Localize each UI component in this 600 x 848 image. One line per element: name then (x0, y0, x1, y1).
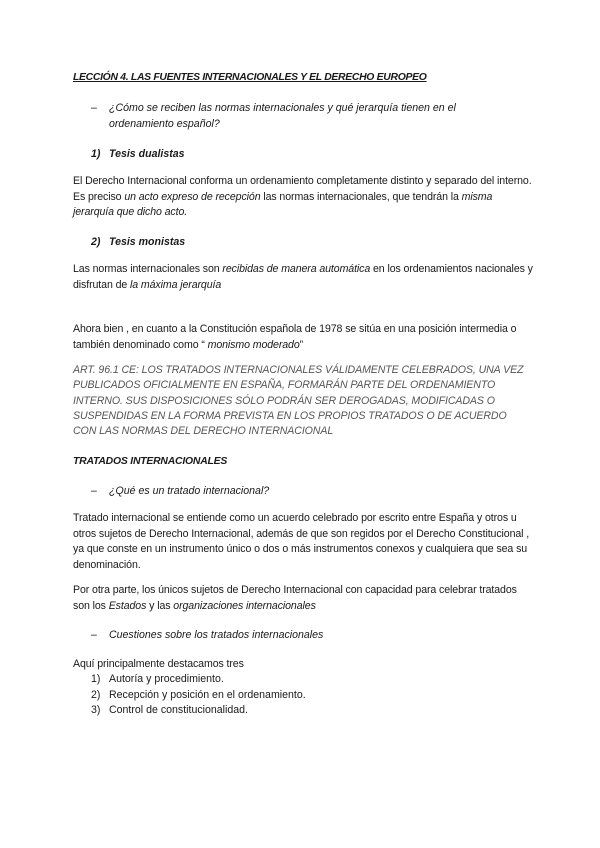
italic-run: la máxima jerarquía (130, 278, 222, 291)
cuestiones-item (91, 628, 521, 644)
italic-run: recibidas de manera automática (222, 263, 371, 275)
text-run: en los ordenamientos nacionales y disfrutan de (73, 263, 533, 291)
list-item (91, 672, 306, 688)
paragraph-sujetos (73, 583, 533, 614)
paragraph-constitucion (73, 322, 533, 353)
list-number: 1) (91, 673, 101, 685)
heading-dualistas (91, 147, 185, 163)
list-item-text: Recepción y posición en el ordenamiento. (109, 688, 306, 701)
italic-run: misma jerarquía que dicho acto. (73, 190, 493, 218)
heading-tratados: TRATADOS INTERNACIONALES (73, 456, 228, 467)
italic-run: organizaciones internacionales (173, 599, 316, 612)
question-tratado-text: ¿Qué es un tratado internacional? (109, 485, 270, 497)
heading-number: 1) (91, 148, 101, 160)
list-item-text: Autoría y procedimiento. (109, 673, 224, 685)
heading-monistas-text: Tesis monistas (109, 236, 186, 248)
text-run: y las (146, 599, 174, 612)
text-run: Por otra parte, los únicos sujetos de Derecho Internacional con capacidad para celebrar tratados son los (73, 584, 517, 612)
question-reception-text: ¿Cómo se reciben las normas internacionales y qué jerarquía tienen en el ordenamiento español? (109, 102, 456, 130)
paragraph-destacamos: Aquí principalmente destacamos tres (73, 658, 244, 670)
paragraph-dualistas (73, 174, 533, 221)
list-number: 2) (91, 688, 101, 701)
text-run: Ahora bien , en cuanto a la Constitución española de 1978 se sitúa en una posición intermedia o también denominado como “ (73, 323, 517, 351)
heading-dualistas-text: Tesis dualistas (109, 148, 185, 160)
numbered-list (91, 672, 306, 719)
article-96-quote: ART. 96.1 CE: LOS TRATADOS INTERNACIONALES VÁLIDAMENTE CELEBRADOS, UNA VEZ PUBLICADOS OFICIALMENTE EN ESPAÑA, FORMARÁN PARTE DEL ORDENAMIENTO INTERNO. SUS DISPOSICIONES SÓLO PODRÁN SER DEROGADAS, MODIFICADAS O SUSPENDIDAS EN LA FORMA PREVISTA EN LOS PROPIOS TRATADOS O DE ACUERDO CON LAS NORMAS DEL DERECHO INTERNACIONAL (73, 364, 524, 438)
list-number: 3) (91, 704, 101, 716)
dash-bullet: – (91, 485, 97, 497)
italic-run: un acto expreso de recepción (124, 190, 261, 203)
list-item (91, 688, 306, 704)
text-run: las normas internacionales, que tendrán la (260, 190, 462, 203)
dash-bullet: – (91, 629, 97, 641)
lesson-title: LECCIÓN 4. LAS FUENTES INTERNACIONALES Y EL DERECHO EUROPEO (73, 72, 427, 83)
italic-run: monismo moderado (207, 338, 300, 351)
italic-run: Estados (108, 599, 147, 612)
paragraph-monistas (73, 262, 533, 293)
question-tratado (91, 484, 521, 500)
list-item-text: Control de constitucionalidad. (109, 704, 248, 716)
heading-number: 2) (91, 236, 101, 248)
cuestiones-text: Cuestiones sobre los tratados internacionales (109, 629, 324, 641)
text-run: ” (299, 338, 304, 351)
text-run: Las normas internacionales son (73, 263, 223, 275)
dash-bullet: – (91, 102, 97, 114)
text-run: El Derecho Internacional conforma un ordenamiento completamente distinto y separado del interno. Es preciso (73, 175, 532, 203)
paragraph-definicion: Tratado internacional se entiende como un acuerdo celebrado por escrito entre España y otros u otros sujetos de Derecho Internacional, además de que son regidos por el Derecho Constitucional , ya que conste en un instrumento único o dos o más instrumentos conexos y cualquiera que sea su denominación. (73, 512, 530, 571)
heading-monistas (91, 235, 185, 251)
question-reception (91, 101, 521, 132)
list-item (91, 703, 306, 719)
